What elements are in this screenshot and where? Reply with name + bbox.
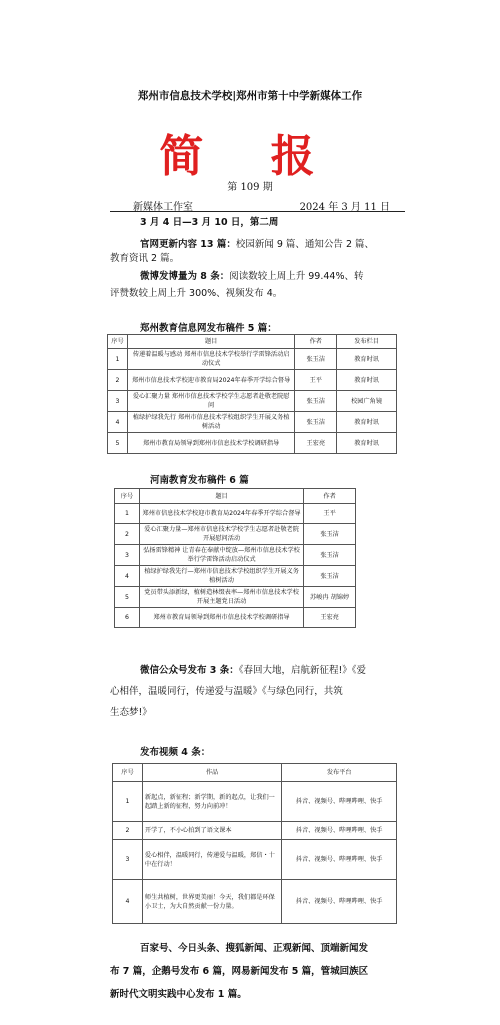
cell: 6 xyxy=(115,608,140,628)
table-row xyxy=(108,391,397,412)
site-updates-label: 官网更新内容 13 篇： xyxy=(140,239,236,250)
weibo-label: 微博发博量为 8 条： xyxy=(140,271,230,282)
col-header: 题目 xyxy=(127,335,294,349)
table-videos xyxy=(112,763,397,924)
wechat-label: 微信公众号发布 3 条： xyxy=(140,665,239,676)
cell: 开学了，不小心拍到了语文课本 xyxy=(142,822,281,840)
org-header: 郑州市信息技术学校|郑州市第十中学新媒体工作 xyxy=(137,90,363,102)
page-title: 简 报 xyxy=(159,131,341,182)
cell: 4 xyxy=(108,412,128,433)
weibo-text: 阅读数较上周上升 99.44%、转 xyxy=(229,271,364,282)
cell: 弘扬雷锋精神 让青春在奉献中绽放—郑州市信息技术学校举行学雷锋活动启动仪式 xyxy=(139,545,303,566)
table-row xyxy=(108,412,397,433)
cell: 张玉洁 xyxy=(304,566,356,587)
cell: 植绿护绿我先行—郑州市信息技术学校组织学生开展义务植树活动 xyxy=(139,566,303,587)
cell: 4 xyxy=(113,880,143,924)
cell: 教育时讯 xyxy=(337,349,397,370)
table-row xyxy=(108,433,397,454)
wechat-line-2: 心相伴，温暖同行，传递爱与温暖》《与绿色同行，共筑 xyxy=(110,686,343,697)
footer-line-3: 新时代文明实践中心发布 1 篇。 xyxy=(110,989,247,1000)
table-row xyxy=(115,587,356,608)
cell: 郑州市信息技术学校迎市教育局2024年春季开学综合督导 xyxy=(139,504,303,524)
cell: 张玉洁 xyxy=(295,349,337,370)
col-header: 序号 xyxy=(115,489,140,504)
cell: 党员带头添新绿，植树造林缀表率—郑州市信息技术学校开展主题党日活动 xyxy=(139,587,303,608)
issue-date: 2024 年 3 月 11 日 xyxy=(299,202,390,213)
col-header: 序号 xyxy=(108,335,128,349)
table-henan-edu xyxy=(114,488,356,628)
cell: 新起点，新征程；新学期，新的起点，让我们一起踏上新的征程，努力向前冲！ xyxy=(142,782,281,822)
cell: 张玉洁 xyxy=(304,524,356,545)
cell: 4 xyxy=(115,566,140,587)
cell: 传递着温暖与感动 郑州市信息技术学校举行学雷锋活动启动仪式 xyxy=(127,349,294,370)
cell: 郑州市教育局领导到郑州市信息技术学校调研指导 xyxy=(127,433,294,454)
table-row xyxy=(115,566,356,587)
cell: 教育时讯 xyxy=(337,433,397,454)
footer-line-1: 百家号、今日头条、搜狐新闻、正观新闻、顶端新闻发 xyxy=(140,943,369,954)
cell: 植绿护绿我先行 郑州市信息技术学校组织学生开展义务植树活动 xyxy=(127,412,294,433)
cell: 3 xyxy=(108,391,128,412)
cell: 张玉洁 xyxy=(304,545,356,566)
cell: 王平 xyxy=(304,504,356,524)
cell: 抖音、视频号、哔哩哔哩、快手 xyxy=(282,880,397,924)
table-row xyxy=(113,840,397,880)
table-zz-edu xyxy=(107,334,397,454)
table-row xyxy=(115,545,356,566)
cell: 3 xyxy=(113,840,143,880)
table2-heading: 河南教育发布稿件 6 篇 xyxy=(150,475,249,486)
cell: 抖音、视频号、哔哩哔哩、快手 xyxy=(282,782,397,822)
cell: 王宏亮 xyxy=(304,608,356,628)
table-row xyxy=(113,822,397,840)
table-row xyxy=(115,504,356,524)
table-row xyxy=(113,880,397,924)
cell: 张玉洁 xyxy=(295,412,337,433)
table3-heading: 发布视频 4 条： xyxy=(140,747,211,758)
col-header: 作品 xyxy=(142,764,281,782)
cell: 校园广角镜 xyxy=(337,391,397,412)
cell: 教育时讯 xyxy=(337,370,397,391)
cell: 爱心汇聚力量 郑州市信息技术学校学生志愿者赴敬老院慰问 xyxy=(127,391,294,412)
col-header: 发布栏目 xyxy=(337,335,397,349)
col-header: 序号 xyxy=(113,764,143,782)
cell: 师生共植树，世界更美丽！今天，我们都是环保小卫士，为大自然贡献一份力量。 xyxy=(142,880,281,924)
cell: 苏峻冉 胡锦婷 xyxy=(304,587,356,608)
cell: 3 xyxy=(115,545,140,566)
table-header-row xyxy=(108,335,397,349)
cell: 5 xyxy=(115,587,140,608)
cell: 抖音、视频号、哔哩哔哩、快手 xyxy=(282,840,397,880)
table-row xyxy=(108,370,397,391)
cell: 郑州市教育局领导到郑州市信息技术学校调研指导 xyxy=(139,608,303,628)
cell: 2 xyxy=(115,524,140,545)
footer-line-2: 布 7 篇，企鹅号发布 6 篇，网易新闻发布 5 篇，管城回族区 xyxy=(110,966,369,977)
cell: 1 xyxy=(115,504,140,524)
cell: 1 xyxy=(108,349,128,370)
site-updates-text: 校园新闻 9 篇、通知公告 2 篇、 xyxy=(235,239,375,250)
col-header: 题目 xyxy=(139,489,303,504)
table-header-row xyxy=(113,764,397,782)
wechat-text: 《春回大地，启航新征程!》《爱 xyxy=(238,665,367,676)
table-header-row xyxy=(115,489,356,504)
cell: 爱心汇聚力量—郑州市信息技术学校学生志愿者赴敬老院开展慰问活动 xyxy=(139,524,303,545)
office-name: 新媒体工作室 xyxy=(133,202,193,213)
cell: 1 xyxy=(113,782,143,822)
cell: 教育时讯 xyxy=(337,412,397,433)
issue-number: 第 109 期 xyxy=(227,182,273,193)
table-row xyxy=(113,782,397,822)
weibo-stats-cont: 评赞数较上周上升 300%、视频发布 4。 xyxy=(110,288,283,299)
col-header: 发布平台 xyxy=(282,764,397,782)
cell: 爱心相伴，温暖同行，传递爱与温暖，郑信・十中在行动！ xyxy=(142,840,281,880)
week-range: 3 月 4 日—3 月 10 日，第二周 xyxy=(140,217,279,228)
cell: 王宏亮 xyxy=(295,433,337,454)
cell: 郑州市信息技术学校迎市教育局2024年春季开学综合督导 xyxy=(127,370,294,391)
cell: 2 xyxy=(108,370,128,391)
table-row xyxy=(115,608,356,628)
col-header: 作者 xyxy=(295,335,337,349)
col-header: 作者 xyxy=(304,489,356,504)
cell: 2 xyxy=(113,822,143,840)
cell: 张玉洁 xyxy=(295,391,337,412)
table-row xyxy=(108,349,397,370)
site-updates-cont: 教育资讯 2 篇。 xyxy=(110,253,180,264)
cell: 王平 xyxy=(295,370,337,391)
wechat-line-3: 生态梦!》 xyxy=(110,707,152,718)
table-row xyxy=(115,524,356,545)
table1-heading: 郑州教育信息网发布稿件 5 篇： xyxy=(140,323,277,334)
cell: 抖音、视频号、哔哩哔哩、快手 xyxy=(282,822,397,840)
wechat-line-1 xyxy=(140,660,366,682)
cell: 5 xyxy=(108,433,128,454)
